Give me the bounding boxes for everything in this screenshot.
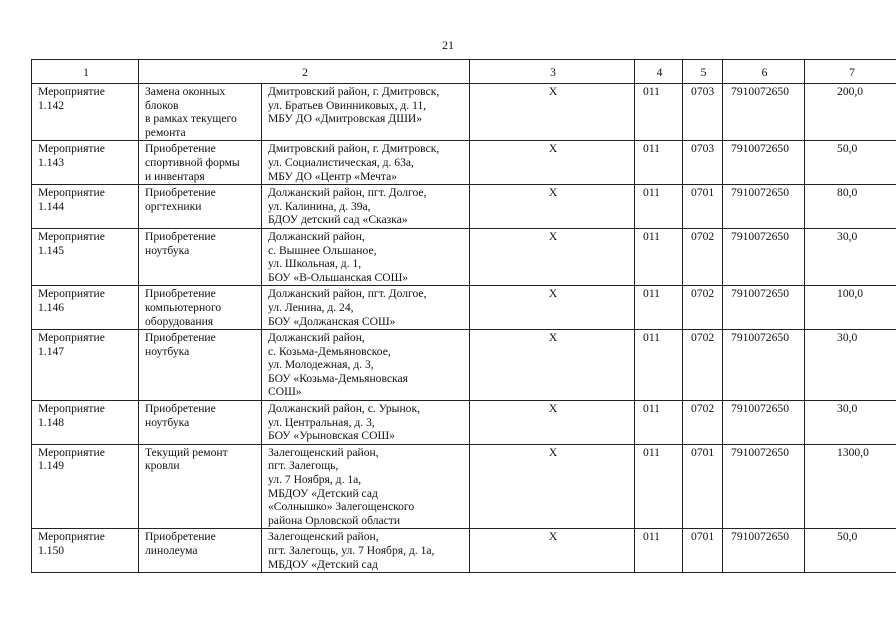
location-cell: [262, 84, 470, 141]
description-cell: [139, 185, 262, 229]
col6-cell: [723, 185, 805, 229]
col6-cell-text: 7910072650: [731, 186, 789, 200]
table-row: [32, 330, 896, 401]
table-row: [32, 228, 896, 285]
description-cell: [139, 286, 262, 330]
col4-cell: [635, 185, 683, 229]
col6-cell: [723, 228, 805, 285]
col5-cell-text: 0702: [691, 331, 715, 345]
description-cell-text: Приобретение ноутбука: [145, 331, 216, 358]
col3-cell-text: Х: [548, 287, 558, 301]
location-cell-text: Залегощенский район, пгт. Залегощь, ул. 7 Ноября, д. 1а, МБДОУ «Детский сад: [268, 530, 435, 571]
activity-cell: [32, 141, 139, 185]
col7-cell: [805, 185, 896, 229]
header-col-4: 4: [635, 60, 683, 84]
col3-cell-text: Х: [548, 445, 558, 459]
col7-cell-text: 80,0: [837, 186, 858, 200]
col6-cell-text: 7910072650: [731, 229, 789, 243]
col5-cell-text: 0701: [691, 186, 715, 200]
description-cell: [139, 444, 262, 529]
description-cell: [139, 330, 262, 401]
location-cell: [262, 228, 470, 285]
col3-cell: [470, 529, 635, 573]
col5-cell: [683, 84, 723, 141]
col7-cell: [805, 286, 896, 330]
col5-cell-text: 0701: [691, 445, 715, 459]
col7-cell-text: 1300,0: [837, 445, 869, 459]
col6-cell: [723, 141, 805, 185]
col4-cell: [635, 84, 683, 141]
col3-cell: [470, 84, 635, 141]
description-cell-text: Приобретение спортивной формы и инвентаря: [145, 142, 240, 183]
description-cell: [139, 529, 262, 573]
table-row: [32, 141, 896, 185]
description-cell: [139, 228, 262, 285]
col4-cell-text: 011: [643, 445, 660, 459]
col7-cell-text: 30,0: [837, 229, 858, 243]
page-number: 21: [442, 38, 454, 52]
activity-cell-text: Мероприятие 1.147: [38, 331, 105, 358]
col3-cell: [470, 141, 635, 185]
col7-cell: [805, 84, 896, 141]
col4-cell: [635, 444, 683, 529]
col3-cell-text: Х: [548, 85, 558, 98]
location-cell: [262, 185, 470, 229]
activity-cell-text: Мероприятие 1.144: [38, 186, 105, 213]
col5-cell-text: 0702: [691, 229, 715, 243]
description-cell-text: Приобретение компьютерного оборудования: [145, 287, 222, 328]
location-cell-text: Залегощенский район, пгт. Залегощь, ул. 7 Ноября, д. 1а, МБДОУ «Детский сад «Солнышко» Залегощенского района Орловской области: [268, 445, 415, 527]
header-col-7: 7: [805, 60, 896, 84]
col6-cell: [723, 330, 805, 401]
table-row: [32, 286, 896, 330]
activity-cell: [32, 185, 139, 229]
col5-cell: [683, 401, 723, 445]
col6-cell: [723, 401, 805, 445]
location-cell-text: Дмитровский район, г. Дмитровск, ул. Социалистическая, д. 63а, МБУ ДО «Центр «Мечта»: [268, 142, 440, 183]
col5-cell: [683, 141, 723, 185]
col7-cell: [805, 529, 896, 573]
activity-cell-text: Мероприятие 1.148: [38, 402, 105, 429]
location-cell: [262, 401, 470, 445]
col3-cell-text: Х: [548, 331, 558, 345]
col5-cell: [683, 185, 723, 229]
col3-cell: [470, 444, 635, 529]
col4-cell: [635, 330, 683, 401]
table-row: [32, 401, 896, 445]
col5-cell-text: 0701: [691, 530, 715, 544]
col4-cell-text: 011: [643, 530, 660, 544]
header-col-6: 6: [723, 60, 805, 84]
col3-cell: [470, 185, 635, 229]
location-cell: [262, 529, 470, 573]
col3-cell-text: Х: [548, 402, 558, 416]
description-cell-text: Приобретение оргтехники: [145, 186, 216, 213]
location-cell-text: Должанский район, пгт. Долгое, ул. Калинина, д. 39а, БДОУ детский сад «Сказка»: [268, 186, 427, 227]
col6-cell-text: 7910072650: [731, 142, 789, 156]
table-row: [32, 84, 896, 141]
col3-cell-text: Х: [548, 142, 558, 156]
col7-cell-text: 50,0: [837, 530, 858, 544]
col4-cell-text: 011: [643, 229, 660, 243]
location-cell-text: Должанский район, с. Козьма-Демьяновское, ул. Молодежная, д. 3, БОУ «Козьма-Демьяновская СОШ»: [268, 331, 408, 399]
description-cell-text: Замена оконных блоков в рамках текущего ремонта: [145, 85, 237, 139]
description-cell-text: Приобретение ноутбука: [145, 229, 216, 257]
col4-cell: [635, 529, 683, 573]
location-cell: [262, 444, 470, 529]
col6-cell: [723, 444, 805, 529]
header-col-1: 1: [32, 60, 139, 84]
col5-cell: [683, 330, 723, 401]
location-cell: [262, 286, 470, 330]
activity-cell: [32, 401, 139, 445]
table-body: [32, 84, 896, 573]
description-cell-text: Текущий ремонт кровли: [145, 445, 228, 473]
activity-cell: [32, 330, 139, 401]
activity-cell: [32, 286, 139, 330]
location-cell-text: Должанский район, пгт. Долгое, ул. Ленина, д. 24, БОУ «Должанская СОШ»: [268, 287, 427, 328]
col7-cell: [805, 401, 896, 445]
col7-cell-text: 100,0: [837, 287, 864, 301]
col7-cell: [805, 228, 896, 285]
col6-cell: [723, 84, 805, 141]
col6-cell-text: 7910072650: [731, 85, 789, 98]
header-col-3: 3: [470, 60, 635, 84]
col6-cell-text: 7910072650: [731, 331, 789, 345]
activity-cell-text: Мероприятие 1.150: [38, 530, 105, 557]
col5-cell-text: 0703: [691, 85, 715, 98]
col7-cell-text: 50,0: [837, 142, 858, 156]
col4-cell-text: 011: [643, 85, 660, 98]
table-row: [32, 529, 896, 573]
table-row: [32, 185, 896, 229]
col3-cell: [470, 330, 635, 401]
activity-cell: [32, 84, 139, 141]
col5-cell: [683, 529, 723, 573]
activity-cell: [32, 228, 139, 285]
col7-cell-text: 200,0: [837, 85, 864, 98]
location-cell: [262, 141, 470, 185]
col6-cell-text: 7910072650: [731, 402, 789, 416]
col4-cell: [635, 228, 683, 285]
description-cell-text: Приобретение ноутбука: [145, 402, 216, 429]
col7-cell: [805, 444, 896, 529]
col5-cell-text: 0702: [691, 287, 715, 301]
header-col-2: 2: [139, 60, 470, 84]
col5-cell: [683, 286, 723, 330]
col7-cell-text: 30,0: [837, 331, 858, 345]
budget-table: [31, 59, 896, 573]
col4-cell: [635, 401, 683, 445]
location-cell: [262, 330, 470, 401]
activity-cell-text: Мероприятие 1.149: [38, 445, 105, 473]
col5-cell-text: 0703: [691, 142, 715, 156]
col4-cell-text: 011: [643, 186, 660, 200]
activity-cell-text: Мероприятие 1.145: [38, 229, 105, 257]
col6-cell-text: 7910072650: [731, 287, 789, 301]
col5-cell-text: 0702: [691, 402, 715, 416]
col5-cell: [683, 444, 723, 529]
col4-cell: [635, 141, 683, 185]
location-cell-text: Должанский район, с. Урынок, ул. Центральная, д. 3, БОУ «Урыновская СОШ»: [268, 402, 420, 443]
col4-cell-text: 011: [643, 142, 660, 156]
description-cell: [139, 84, 262, 141]
header-row: [32, 60, 896, 84]
activity-cell-text: Мероприятие 1.142: [38, 85, 105, 112]
col6-cell-text: 7910072650: [731, 530, 789, 544]
activity-cell-text: Мероприятие 1.143: [38, 142, 105, 169]
location-cell-text: Дмитровский район, г. Дмитровск, ул. Братьев Овинниковых, д. 11, МБУ ДО «Дмитровская ДШИ»: [268, 85, 440, 126]
col4-cell: [635, 286, 683, 330]
col3-cell-text: Х: [548, 186, 558, 200]
col7-cell: [805, 330, 896, 401]
description-cell: [139, 401, 262, 445]
col4-cell-text: 011: [643, 287, 660, 301]
col4-cell-text: 011: [643, 402, 660, 416]
location-cell-text: Должанский район, с. Вышнее Ольшаное, ул. Школьная, д. 1, БОУ «В-Ольшанская СОШ»: [268, 229, 409, 284]
activity-cell: [32, 444, 139, 529]
col5-cell: [683, 228, 723, 285]
col3-cell: [470, 401, 635, 445]
header-col-5: 5: [683, 60, 723, 84]
col7-cell: [805, 141, 896, 185]
col4-cell-text: 011: [643, 331, 660, 345]
col7-cell-text: 30,0: [837, 402, 858, 416]
activity-cell-text: Мероприятие 1.146: [38, 287, 105, 314]
table-row: [32, 444, 896, 529]
col6-cell: [723, 529, 805, 573]
col3-cell-text: Х: [548, 530, 558, 544]
activity-cell: [32, 529, 139, 573]
description-cell: [139, 141, 262, 185]
description-cell-text: Приобретение линолеума: [145, 530, 216, 557]
col3-cell-text: Х: [548, 229, 558, 243]
col3-cell: [470, 286, 635, 330]
col6-cell-text: 7910072650: [731, 445, 789, 459]
col3-cell: [470, 228, 635, 285]
col6-cell: [723, 286, 805, 330]
